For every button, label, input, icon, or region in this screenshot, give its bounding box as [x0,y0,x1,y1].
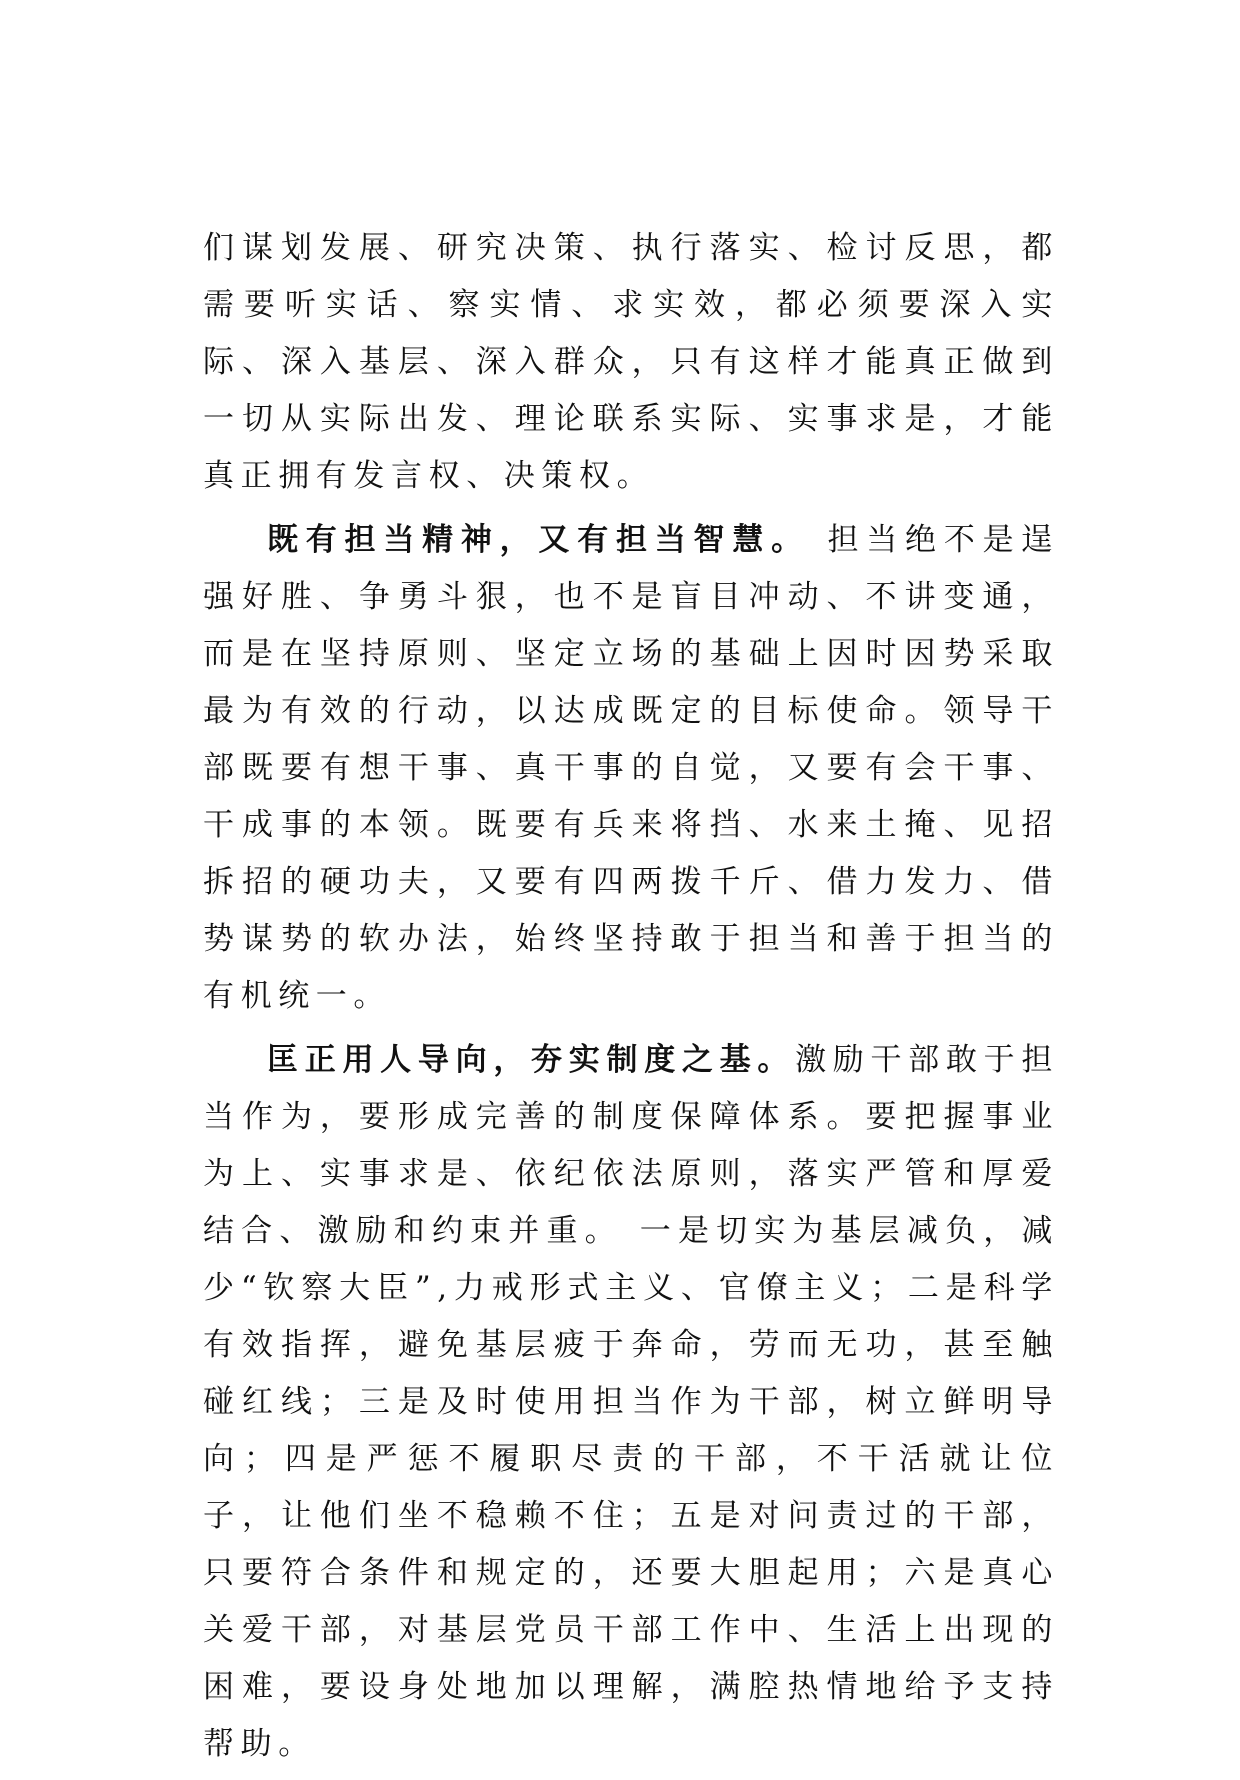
paragraph-heading: 既有担当精神，又有担当智慧。 [267,522,810,558]
paragraph-text: 们谋划发展、研究决策、执行落实、检讨反思，都需要听实话、察实情、求实效，都必须要深入实际、深入基层、深入群众，只有这样才能真正做到一切从实际出发、理论联系实际、实事求是，才能真正拥有发言权、决策权。 [203,230,1059,494]
paragraph-heading: 匡正用人导向，夯实制度之基。 [267,1042,796,1078]
document-body [203,220,1059,1780]
paragraph-responsibility [203,512,1059,1025]
paragraph-text: 激励干部敢于担当作为，要形成完善的制度保障体系。要把握事业为上、实事求是、依纪依法原则，落实严管和厚爱结合、激励和约束并重。 一是切实为基层减负，减少“钦察大臣”,力戒形式主义、官僚主义；二是科学有效指挥，避免基层疲于奔命，劳而无功，甚至触碰红线；三是及时使用担当作为干部，树立鲜明导向；四是严惩不履职尽责的干部，不干活就让位子，让他们坐不稳赖不住；五是对问责过的干部，只要符合条件和规定的，还要大胆起用；六是真心关爱干部，对基层党员干部工作中、生活上出现的困难，要设身处地加以理解，满腔热情地给予支持帮助。 [203,1042,1059,1762]
paragraph-continuation [203,220,1059,505]
paragraph-text: 担当绝不是逞强好胜、争勇斗狠，也不是盲目冲动、不讲变通，而是在坚持原则、坚定立场的基础上因时因势采取最为有效的行动，以达成既定的目标使命。领导干部既要有想干事、真干事的自觉，又要有会干事、干成事的本领。既要有兵来将挡、水来土掩、见招拆招的硬功夫，又要有四两拨千斤、借力发力、借势谋势的软办法，始终坚持敢于担当和善于担当的有机统一。 [203,522,1059,1014]
paragraph-institution [203,1032,1059,1773]
